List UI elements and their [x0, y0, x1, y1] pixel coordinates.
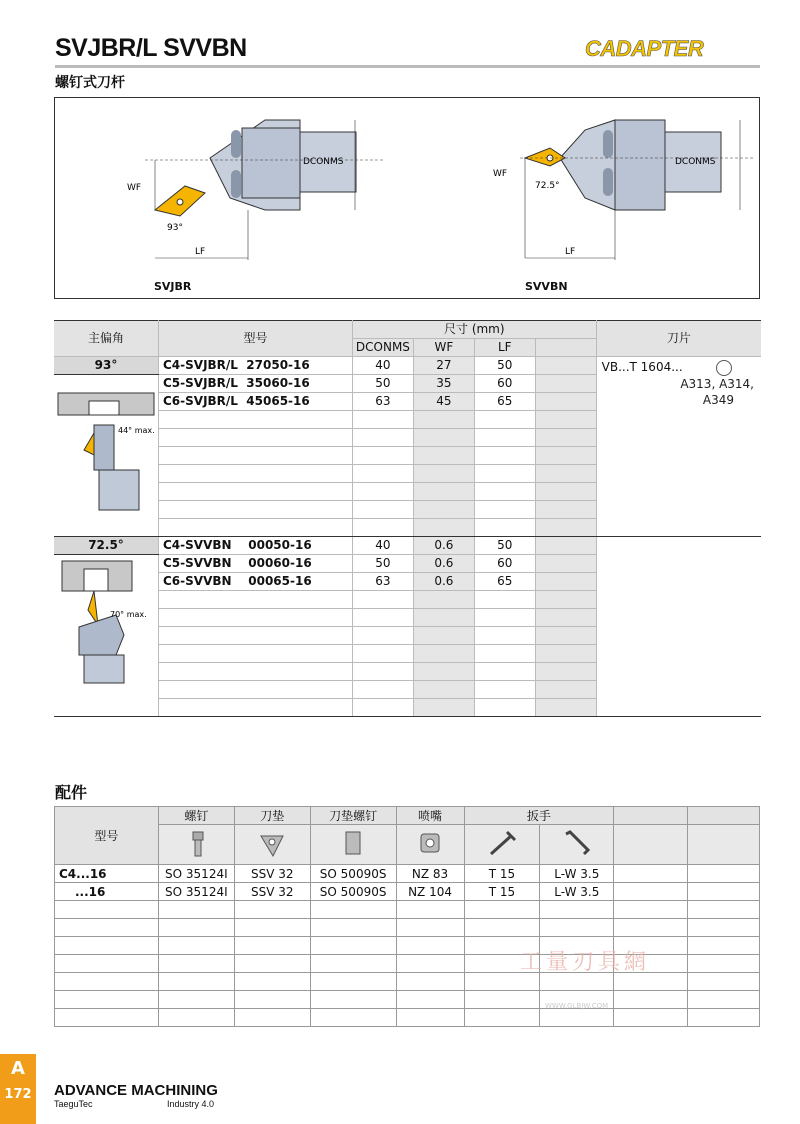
watermark-url: WWW.GLBJW.COM	[545, 1002, 609, 1010]
insert-cell-empty	[596, 537, 761, 717]
caption-svvbn: SVVBN	[525, 280, 568, 293]
acc-header-shim-screw: 刀垫螺钉	[310, 807, 396, 825]
dconms-cell: 50	[352, 375, 413, 393]
acc-shim-screw-cell: SO 50090S	[310, 883, 396, 901]
acc-wrench2-cell: L-W 3.5	[540, 883, 614, 901]
acc-screw-cell: SO 35124I	[158, 865, 234, 883]
header-lf: LF	[474, 339, 535, 357]
lf-cell: 50	[474, 357, 535, 375]
angle-illustration	[54, 555, 159, 717]
wf-cell: 0.6	[413, 573, 474, 591]
insert-code: VB...T 1604...	[601, 360, 683, 374]
acc-header-shim: 刀垫	[234, 807, 310, 825]
page-title: SVJBR/L SVVBN	[55, 34, 247, 62]
nozzle-icon	[396, 825, 464, 865]
acc-nozzle-cell: NZ 104	[396, 883, 464, 901]
acc-screw-cell: SO 35124I	[158, 883, 234, 901]
acc-model-cell: C4...16	[55, 865, 159, 883]
lf-cell: 65	[474, 573, 535, 591]
shim-screw-icon	[310, 825, 396, 865]
header-wf: WF	[413, 339, 474, 357]
empty-row	[55, 919, 760, 937]
header-insert: 刀片	[596, 321, 761, 357]
dconms-cell: 63	[352, 573, 413, 591]
screw-icon	[158, 825, 234, 865]
torx-wrench-icon	[464, 825, 540, 865]
page-ref-2[interactable]: A349	[702, 393, 734, 407]
acc-wrench1-cell: T 15	[464, 865, 540, 883]
acc-nozzle-cell: NZ 83	[396, 865, 464, 883]
acc-header-model: 型号	[55, 807, 159, 865]
footer-logo-text: ADVANCE MACHINING	[54, 1082, 218, 1099]
angle-label-right: 72.5°	[535, 181, 560, 191]
dconms-label-right: DCONMS	[675, 157, 716, 167]
acc-wrench2-cell: L-W 3.5	[540, 865, 614, 883]
dconms-label-left: DCONMS	[303, 157, 344, 167]
angle-illustration	[54, 375, 159, 537]
empty-row	[55, 1009, 760, 1027]
page-tab	[0, 1054, 36, 1124]
wf-label-left: WF	[127, 183, 142, 193]
acc-shim-cell: SSV 32	[234, 865, 310, 883]
table-row	[54, 537, 761, 555]
header-angle: 主偏角	[54, 321, 159, 357]
page-number: 172	[4, 1087, 32, 1102]
acc-model-cell: ...16	[55, 883, 159, 901]
section-letter: A	[11, 1058, 25, 1079]
acc-shim-screw-cell: SO 50090S	[310, 865, 396, 883]
model-cell: C4-SVVBN 00050-16	[159, 537, 353, 555]
tool-illustration-72	[54, 555, 158, 705]
table-row	[54, 357, 761, 375]
acc-wrench1-cell: T 15	[464, 883, 540, 901]
table-row	[55, 865, 760, 883]
model-cell: C4-SVJBR/L 27050-16	[159, 357, 353, 375]
acc-header-wrench: 扳手	[464, 807, 614, 825]
wf-cell: 0.6	[413, 537, 474, 555]
empty-row	[55, 937, 760, 955]
max-angle-label: 70° max.	[110, 610, 147, 619]
watermark: 工量刃具網	[520, 950, 651, 975]
wf-cell: 27	[413, 357, 474, 375]
header-blank	[535, 339, 596, 357]
model-cell: C6-SVVBN 00065-16	[159, 573, 353, 591]
model-cell: C6-SVJBR/L 45065-16	[159, 393, 353, 411]
max-angle-label: 44° max.	[118, 426, 155, 435]
svjbr-drawing	[145, 120, 385, 260]
header-model: 型号	[159, 321, 353, 357]
empty-row	[55, 955, 760, 973]
shim-icon	[234, 825, 310, 865]
lf-cell: 60	[474, 555, 535, 573]
acc-shim-cell: SSV 32	[234, 883, 310, 901]
accessories-title: 配件	[55, 783, 88, 802]
brand-logo: CADAPTER	[585, 36, 704, 61]
header-dconms: DCONMS	[352, 339, 413, 357]
wf-label-right: WF	[493, 169, 508, 179]
angle-cell: 72.5°	[54, 537, 159, 555]
model-cell: C5-SVJBR/L 35060-16	[159, 375, 353, 393]
lf-cell: 60	[474, 375, 535, 393]
page-ref-1[interactable]: A313, A314,	[680, 377, 754, 391]
dconms-cell: 63	[352, 393, 413, 411]
tool-illustration-93	[54, 375, 158, 525]
lf-label-left: LF	[195, 247, 206, 257]
hex-key-icon	[540, 825, 614, 865]
acc-header-screw: 螺钉	[158, 807, 234, 825]
insert-cell	[596, 357, 761, 537]
table-row	[55, 883, 760, 901]
angle-label-left: 93°	[167, 223, 183, 233]
lf-label-right: LF	[565, 247, 576, 257]
footer-logo	[54, 1082, 218, 1109]
empty-row	[55, 901, 760, 919]
footer-logo-sub-left: TaeguTec	[54, 1099, 93, 1109]
acc-header-nozzle: 喷嘴	[396, 807, 464, 825]
dconms-cell: 40	[352, 537, 413, 555]
empty-row	[55, 991, 760, 1009]
wf-cell: 35	[413, 375, 474, 393]
footer-logo-sub-right: Industry 4.0	[166, 1099, 214, 1109]
model-cell: C5-SVVBN 00060-16	[159, 555, 353, 573]
lf-cell: 50	[474, 537, 535, 555]
accessories-table	[54, 806, 760, 1027]
insert-icon	[716, 360, 732, 376]
dconms-cell: 50	[352, 555, 413, 573]
drawing-svg	[55, 98, 759, 298]
caption-svjbr: SVJBR	[154, 280, 192, 293]
spec-table	[54, 320, 761, 717]
title-divider	[55, 65, 760, 68]
empty-row	[55, 973, 760, 991]
angle-cell: 93°	[54, 357, 159, 375]
header-dims: 尺寸 (mm)	[352, 321, 596, 339]
technical-drawing	[54, 97, 760, 299]
page-subtitle: 螺钉式刀杆	[55, 75, 125, 91]
lf-cell: 65	[474, 393, 535, 411]
wf-cell: 0.6	[413, 555, 474, 573]
wf-cell: 45	[413, 393, 474, 411]
dconms-cell: 40	[352, 357, 413, 375]
